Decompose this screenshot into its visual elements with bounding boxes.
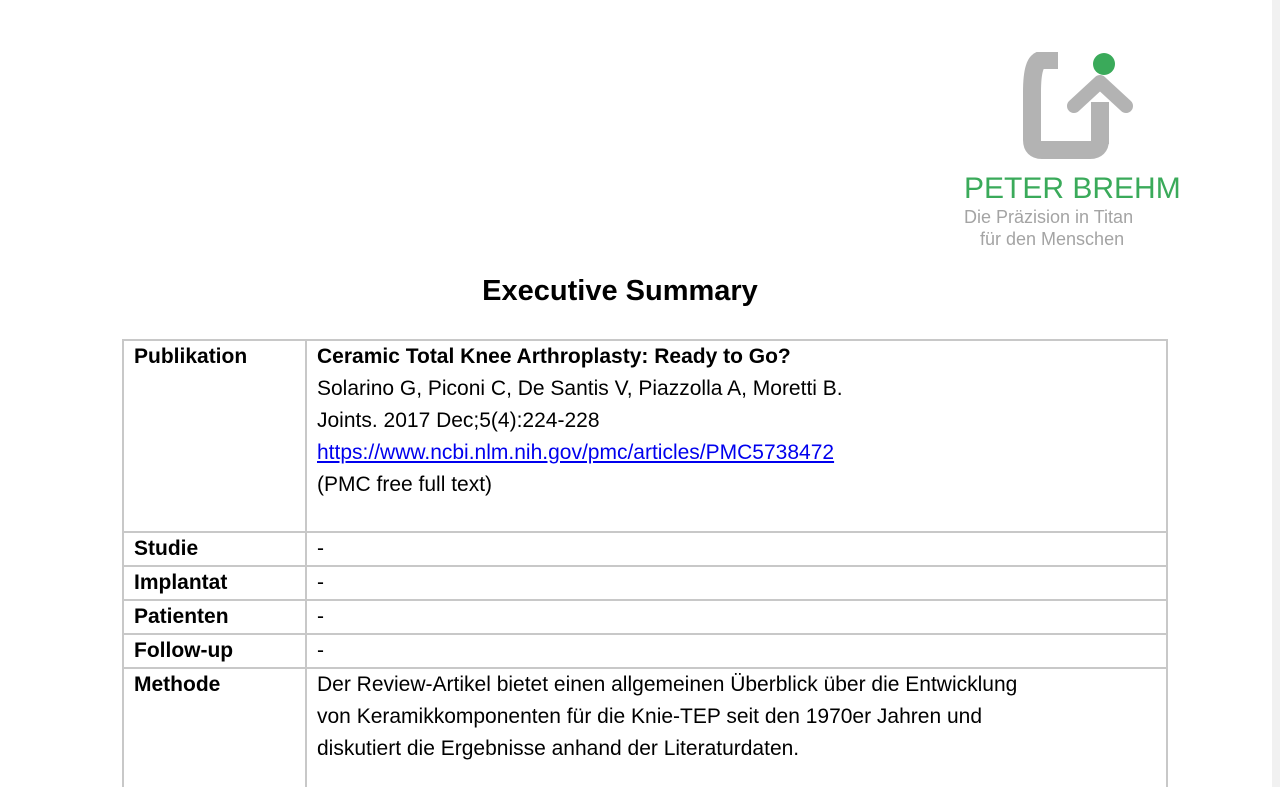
logo-name: PETER BREHM [964, 172, 1181, 205]
row-label: Methode [123, 668, 306, 787]
company-logo [958, 48, 1181, 253]
row-label: Follow-up [123, 634, 306, 668]
table-row [123, 600, 1167, 634]
method-text: diskutiert die Ergebnisse anhand der Literaturdaten. [317, 737, 800, 760]
row-label: Patienten [123, 600, 306, 634]
row-value: - [306, 634, 1167, 668]
publication-title: Ceramic Total Knee Arthroplasty: Ready to Go? [317, 345, 791, 368]
row-value: - [306, 566, 1167, 600]
table-row [123, 566, 1167, 600]
logo-tagline: für den Menschen [980, 229, 1125, 249]
publication-authors: Solarino G, Piconi C, De Santis V, Piazzolla A, Moretti B. [317, 377, 843, 400]
method-text: Der Review-Artikel bietet einen allgemeinen Überblick über die Entwicklung [317, 673, 1018, 696]
table-row [123, 340, 1167, 532]
row-label: Implantat [123, 566, 306, 600]
table-row [123, 634, 1167, 668]
page-title: Executive Summary [482, 275, 758, 307]
publication-link[interactable]: https://www.ncbi.nlm.nih.gov/pmc/articles/PMC5738472 [317, 441, 835, 464]
row-label: Publikation [123, 340, 306, 532]
row-label: Studie [123, 532, 306, 566]
scrollbar[interactable] [1272, 0, 1280, 787]
method-cell [306, 668, 1167, 787]
row-value: - [306, 600, 1167, 634]
method-text: von Keramikkomponenten für die Knie-TEP seit den 1970er Jahren und [317, 705, 983, 728]
publication-journal: Joints. 2017 Dec;5(4):224-228 [317, 409, 600, 432]
logo-tagline: Die Präzision in Titan [964, 207, 1134, 227]
table-row [123, 532, 1167, 566]
table-row [123, 668, 1167, 787]
publication-note: (PMC free full text) [317, 473, 493, 496]
row-value: - [306, 532, 1167, 566]
logo-arrow-icon [1002, 52, 1142, 172]
summary-table [122, 339, 1168, 787]
publication-cell [306, 340, 1167, 532]
logo-dot [1093, 53, 1115, 75]
